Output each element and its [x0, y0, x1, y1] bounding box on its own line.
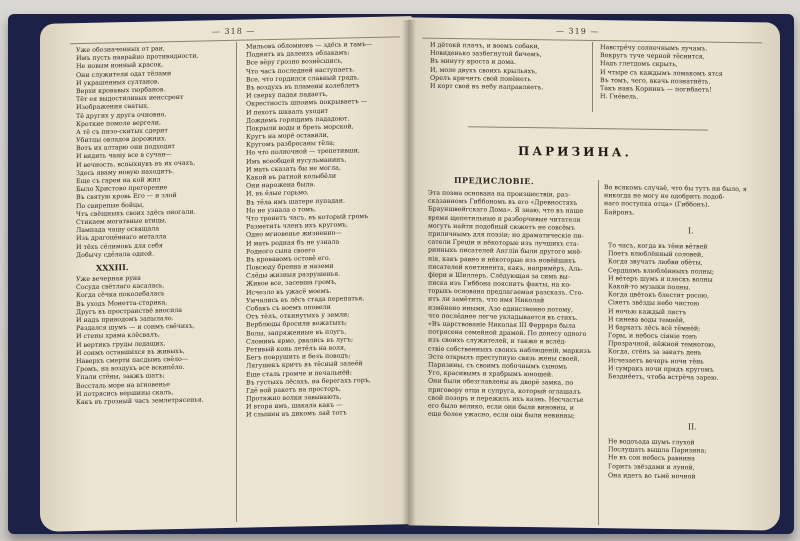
text-line: Кругъ на морё оставили,	[246, 131, 329, 141]
text-line: Вокругъ туче черной тёснится,	[600, 52, 705, 61]
text-line: Здесь яваму новую находитъ.	[76, 167, 174, 177]
right-top-column-1	[430, 42, 590, 93]
right-page	[408, 17, 780, 530]
text-line: И мать сказать бы не могла,	[246, 164, 341, 174]
text-line: Родного сына своего	[246, 246, 316, 256]
text-line: И пехотъ шквалъ уходит	[246, 107, 328, 117]
text-line: Во всякомъ случаё, что бы тутъ ни было, я	[604, 184, 747, 194]
text-line: Гдё вой ракетъ на просторъ,	[246, 385, 342, 395]
text-line: И украшенных султанов.	[76, 78, 160, 87]
text-line: Послушать вышла Паризина;	[608, 446, 707, 455]
text-line: Въ томъ, чего, вкачь познатнёть.	[600, 76, 711, 86]
text-line: И мать родная бъ не узнала	[246, 238, 340, 248]
text-line: Кругомъ разбросаны тёла;	[246, 139, 336, 149]
text-line: Въ густыхъ лёсахъ, на берегахъ горъ,	[246, 376, 371, 387]
column-rule	[598, 180, 599, 525]
text-line: Навстрёчу солнечнымъ лучамъ.	[600, 44, 708, 53]
text-line: Въ тёла имъ шатере пупадан.	[246, 197, 345, 207]
text-line: Надъ глетдомъ скрыть,	[600, 60, 678, 69]
text-line: Разметить членъ ихъ кругомъ.	[246, 221, 349, 231]
text-line: Уго, красивымъ и храбрымъ юношей.	[428, 369, 554, 379]
text-line: Тёт ея выдостиливых иенссрент	[76, 94, 184, 104]
section-number: XXXIII.	[96, 261, 129, 273]
text-line: Новиденько зазбегнутой бичемъ,	[430, 49, 542, 59]
text-line: Живое все, засевша громъ,	[246, 279, 337, 289]
section-one-number: I.	[688, 226, 694, 236]
text-line: Когда сёчка поколебалась	[76, 290, 165, 300]
text-line: Тё других у друга очновно,	[76, 110, 167, 120]
text-line: Умчались въ лёсъ стада перепатья,	[246, 294, 365, 305]
text-line: Чтъ свёщныхъ своих здёсь оногали.	[76, 208, 196, 218]
text-line: И надъ приводомъ запылало.	[76, 315, 174, 325]
text-line: И слышен въ дикомъ лай тотъ	[246, 409, 347, 420]
text-line: Раздался шумъ — и сонмъ свёчихъ,	[76, 322, 195, 333]
text-line: И сонмъ оставшихся въ живыхъ,	[76, 347, 185, 357]
column-rule	[592, 42, 593, 112]
text-line: И тёхъ сёлимовъ для себя	[76, 241, 163, 251]
text-line: И вторя имъ, шакала какъ —	[246, 401, 343, 411]
text-line: Безднёетъ, чтоба встрёча зарею.	[608, 373, 719, 382]
text-line: Собакъ съ воемъ оповели	[246, 303, 331, 313]
text-line: Сердцамъ влюблённыхъ полны;	[608, 266, 714, 276]
text-line: Что тронетъ часъ, въ который громъ	[246, 212, 369, 223]
text-line: Все, что гордился славный градъ,	[246, 73, 360, 84]
text-line: еще более ужасно, если они были невинны;	[428, 410, 575, 420]
text-line: Что часъ последней наступаетъ.	[246, 65, 355, 76]
preface-conclusion	[604, 184, 772, 219]
text-line: Убитцы овладов дорожних.	[76, 135, 167, 145]
text-line: ствiе собственныхъ своихъ наблюденiй, маркизъ	[428, 345, 591, 355]
text-line: время щепетильные и разборчивые читатели	[428, 214, 581, 224]
text-line: никогда не могу не одобрить подоб-	[604, 192, 725, 202]
text-line: И сумракъ ночи прядъ кругомъ	[608, 365, 714, 374]
text-line: И бархатъ лёсъ всё тёмнёй;	[608, 324, 701, 333]
left-column-1-verses	[76, 44, 226, 260]
text-line: сказанномъ Гиббономъ въ его «Древностяхъ	[428, 197, 578, 207]
poem-section-one	[608, 242, 773, 383]
text-line: Окрестность шпоимъ покрываетъ —	[246, 98, 368, 108]
text-line: Въ воздухъ въ пламени колеблетъ	[246, 82, 360, 92]
text-line: Бегъ поврушить и безъ поводъ;	[246, 352, 351, 362]
text-line: Поднятъ въ далеихъ облакамъ;	[246, 49, 350, 59]
text-line: Когда цвётокъ блестит росою,	[608, 291, 709, 300]
text-line: И, моле двухъ своихъ крыльяхъ,	[430, 66, 538, 75]
right-top-column-2	[600, 44, 760, 104]
text-line: нiя, какъ равно и нёкоторые изъ новёйшихъ	[428, 255, 576, 265]
text-line: Брауншвейгскаго Дома». Я знаю, что въ наше	[428, 206, 584, 216]
poem-title: ПАРИЗИНА.	[518, 143, 632, 160]
text-line: Горы, и небосъ сiянiе тонъ	[608, 332, 698, 341]
text-line: что послёднее легче укладывается въ стихъ.	[428, 312, 578, 322]
left-page	[40, 16, 412, 532]
text-line: Орелъ кричитъ свой понёнеть	[430, 74, 531, 83]
text-line: писателей континента, какъ, напримёръ, Аль-	[428, 263, 583, 273]
text-line: Н. Гнёвель.	[600, 93, 639, 101]
text-line: То часъ, когда въ тёни вётвей	[608, 242, 708, 251]
text-line: потрясена семейной драмой. По донесу одного	[428, 328, 587, 339]
text-line: Еще съ гареи на кой жил	[76, 176, 161, 186]
text-line: Горитъ звёздами и луной,	[608, 462, 695, 471]
text-line: Стикаем могатвные втицы,	[76, 217, 167, 227]
text-line: Исчезаетъ вечеръ ночи тёнь	[608, 356, 704, 366]
text-line: И сверху падая падаетъ,	[246, 90, 328, 100]
left-column-2	[246, 40, 406, 420]
text-line: Въ кровавомъ остовё его.	[246, 254, 331, 264]
text-line: И видить чашу все в сучан—	[76, 151, 172, 161]
text-line: Еще сталь громче и печальнёй;	[246, 368, 352, 379]
text-line: И корт свой въ небу направляетъ.	[430, 82, 544, 92]
text-line: Не въ сон небесъ равнина	[608, 454, 695, 463]
text-line: И ночью каждый листъ	[608, 307, 687, 316]
text-line: Воссталь море на вгновенье	[76, 380, 170, 390]
text-line: Мильовъ обломиовъ — здёсь и тамъ—	[246, 40, 373, 51]
text-line: Эта поэма основана на произшествiи, раз-	[428, 189, 571, 199]
page-number-left: — 318 —	[212, 26, 256, 37]
text-line: его было велико, если они были виновны, и	[428, 402, 574, 412]
text-line: Было Христово прегорение	[76, 184, 168, 194]
text-line: Имъ пусть наврайно противядности,	[76, 52, 199, 63]
text-line: И потрясись вершины скалъ,	[76, 388, 174, 398]
text-line: итъ ли замётить, что имя Николай	[428, 296, 545, 305]
text-line: Сломивъ ярмо, рвались въ лугъ;	[246, 336, 354, 346]
text-line: Но не узнала о томъ,	[246, 205, 317, 215]
text-line: Изображения сватых,	[76, 102, 150, 112]
text-line: По свирепые бойцы,	[76, 201, 145, 210]
text-line: И чтыре съ каждымъ ломакомъ ятся	[600, 68, 723, 78]
text-line: Исчезло въ ужасё моемъ.	[246, 287, 332, 297]
text-line: приговору отца и супруга, который оглашалъ	[428, 386, 581, 396]
text-line: Лампада чашу освящала	[76, 225, 160, 235]
text-line: Сiяетъ звёзды небо чистою	[608, 299, 700, 308]
text-line: Упали стёны, закжъ шатъ;	[76, 372, 165, 382]
text-line: Паризины, съ своимъ побочнымъ сыномъ	[428, 361, 568, 371]
text-line: И дётокй плачъ, и воемъ собаки,	[430, 41, 540, 51]
text-line: свой позоръ и пережилъ ихъ казнь. Несчастье	[428, 394, 584, 404]
divider-rule	[468, 126, 708, 130]
text-line: Громъ, на воздухъ все вскипёло.	[76, 364, 185, 374]
text-line: Изъ драгоцённаго металла	[76, 233, 167, 243]
text-line: Уже вечерная руна	[76, 274, 141, 284]
text-line: Они нарожена была.	[246, 181, 316, 190]
text-line: ринныхъ писателей Англiи были другого мнё-	[428, 246, 583, 257]
text-line: Когда звучатъ любви обёты,	[608, 258, 703, 267]
text-line: Какой-то музыки полны.	[608, 283, 691, 292]
verse-line: Она идетъ во тьмё ночной	[608, 472, 696, 481]
text-line: фiери и Шиллеръ. Слёдующая за симъ вы-	[428, 271, 570, 281]
text-line: Кроткие помоле вергели,	[76, 119, 161, 128]
page-number-right: — 319 —	[556, 26, 600, 37]
book-gutter	[402, 20, 416, 528]
text-line: наго поступка отца» (Гиббонъ).	[604, 200, 710, 209]
text-line: Уже обозначенных от ран,	[76, 45, 165, 55]
text-line: Имъ всеобщей нусульманинъ,	[246, 156, 347, 166]
text-line: Не новым ионный красок,	[76, 61, 164, 71]
text-line: Въ минуту кроста и дома.	[430, 58, 516, 67]
text-line: Все вёру грозно вознёсшись,	[246, 57, 343, 67]
text-line: И стены храма клёсвалъ,	[76, 331, 160, 341]
section-two-number: II.	[688, 422, 697, 432]
preface-heading: ПРЕДИСЛОВIЕ.	[454, 175, 535, 187]
text-line: Въ святую кровь Его — и злой	[76, 192, 177, 202]
text-line: измёнено иными, Азо единственно потому,	[428, 304, 574, 314]
text-line: Одно мгновенье жизненно—	[246, 229, 342, 239]
text-line: И, въ ёлые горьмо,	[246, 189, 309, 198]
text-line: Верблюды бросили вожатыхъ;	[246, 319, 348, 329]
poem-last-line	[608, 472, 773, 482]
text-line: Верхи кровавых тюрбанов.	[76, 86, 166, 96]
text-line: Наверхъ смерти пасдымъ свёло—	[76, 355, 189, 366]
text-line: Въ уходъ Монетта-старика,	[76, 298, 168, 308]
text-line: Прозрачной, нёжной темнотою,	[608, 340, 716, 349]
text-line: Но что полночной — трепетивши,	[246, 147, 360, 158]
text-line: Ретивый конь летёлъ на воля,	[246, 344, 346, 354]
text-line: А тё съ пизо-скитых сдерит	[76, 127, 168, 137]
text-line: И синева воды темнёй,	[608, 315, 685, 324]
text-line: Поетъ влюблённый соловей,	[608, 250, 704, 259]
text-line: Они были обезглавлены въ дворё замка, по	[428, 377, 574, 388]
text-line: Не водоъада шумъ глухой	[608, 438, 695, 447]
text-line: Они служители одат тёлами	[76, 69, 172, 79]
left-column-1	[76, 44, 226, 407]
text-line: Эсте открылъ преступную связь жены своей,	[428, 353, 580, 363]
text-line: Вотъ их алтарю они подходят	[76, 143, 175, 153]
poem-section-two	[608, 438, 773, 473]
text-line: Волы, запряженные въ плугъ,	[246, 328, 347, 338]
text-line: изъ своихъ служителей, и также и вслёд-	[428, 337, 567, 346]
text-line: писка изъ Гиббона пояснитъ факты, на ко-	[428, 279, 572, 289]
text-line: могутъ найти подобный сюжетъ не совсёмъ	[428, 222, 575, 232]
text-line: Дождемъ горящимъ пададоют.	[246, 115, 350, 125]
left-column-1-verses-bottom	[76, 273, 226, 407]
text-line: И вертикъ груды ледащих,	[76, 339, 166, 349]
text-line: Покрыли воды и бреть морской,	[246, 123, 354, 133]
text-line: Байронъ.	[604, 208, 635, 217]
text-line: приличнымъ для поэзiи; но драматическiе пи-	[428, 230, 584, 240]
text-line: Слёды жизныя разрушенья.	[246, 270, 341, 280]
text-line: сатели Грецiи и нёкоторые изъ лучшихъ ста-	[428, 238, 579, 248]
text-line: И вётеръ шумъ и плескъ волны	[608, 274, 713, 284]
text-line: Протяжно волки завывають,	[246, 393, 342, 403]
text-line: «Въ царствованiе Николая III Феррара была	[428, 320, 576, 330]
text-line: И вечность, вспыхнувъ въ их очахъ,	[76, 159, 196, 169]
text-line: Лягушекъ кричъ въ тёсный залеёй	[246, 360, 363, 370]
text-line: Повсюду бренна и наземи	[246, 262, 334, 272]
text-line: Отъ тёлъ, откинутыхъ у земли;	[246, 311, 350, 321]
column-rule	[236, 42, 237, 522]
text-line: Сосуда свётлаго касалась,	[76, 282, 165, 292]
preface-text	[428, 190, 596, 422]
text-line: Какъ въ грозный часъ землетрясенья.	[76, 396, 204, 407]
text-line: Другъ въ пространствё вносила	[76, 306, 183, 316]
text-line: Какой въ ратной колыбёли	[246, 172, 337, 182]
text-line: Добычу сдёлала одной.	[76, 250, 155, 259]
text-line: торыхъ основана предлагаемая разсказъ. Сто-	[428, 287, 584, 298]
text-line: Когда, стёнъ за закатъ день	[608, 348, 702, 357]
text-line: Такъ навъ Корнинъ — погибаетъ!	[600, 85, 712, 94]
